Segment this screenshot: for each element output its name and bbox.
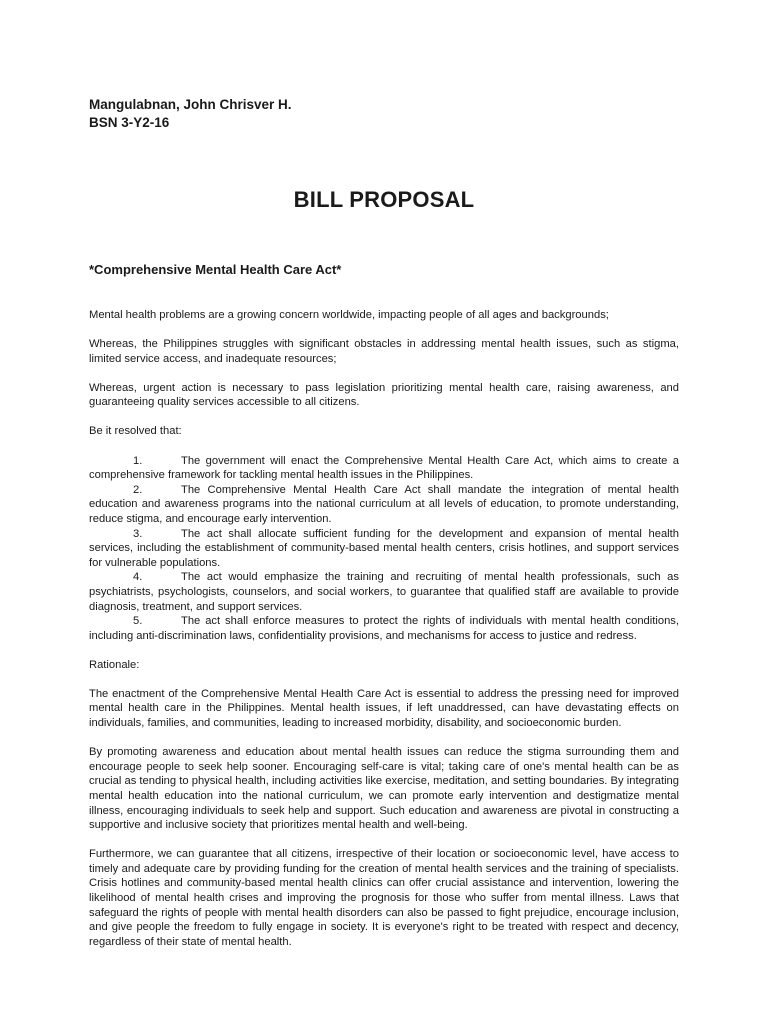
- provision-number: 2.: [133, 483, 143, 496]
- provision-item: [89, 483, 679, 527]
- rationale-heading: Rationale:: [89, 658, 140, 671]
- provision-number: 5.: [133, 615, 143, 628]
- rationale-paragraph: By promoting awareness and education about mental health issues can reduce the stigma surrounding them and encourage people to seek help sooner. Encouraging self-care is vital; taking care of one's mental health can be as crucial as tending to physical health, including activities like exercise, meditation, and setting boundaries. By integrating mental health education into the national curriculum, we can promote early intervention and destigmatize mental illness, encouraging individuals to seek help and support. Such education and awareness are pivotal in constructing a supportive and inclusive society that prioritizes mental health and well-being.: [89, 746, 679, 832]
- resolution-intro: Be it resolved that:: [89, 425, 182, 438]
- preamble-paragraph: Whereas, urgent action is necessary to pass legislation prioritizing mental health care, raising awareness, and guaranteeing quality services accessible to all citizens.: [89, 381, 679, 409]
- provision-item: [89, 527, 679, 571]
- author-name: Mangulabnan, John Chrisver H.: [89, 97, 292, 112]
- provision-text: The act shall allocate sufficient funding for the development and expansion of mental health services, including the establishment of community-based mental health centers, crisis hotlines, and support services for vulnerable populations.: [89, 527, 679, 569]
- provision-text: The act shall enforce measures to protect the rights of individuals with mental health conditions, including anti-discrimination laws, confidentiality provisions, and mechanisms for access to justice and redress.: [89, 615, 679, 642]
- provision-number: 1.: [133, 454, 143, 467]
- provision-text: The government will enact the Comprehensive Mental Health Care Act, which aims to create a comprehensive framework for tackling mental health issues in the Philippines.: [89, 454, 679, 482]
- author-section: BSN 3-Y2-16: [89, 115, 170, 130]
- provision-number: 3.: [133, 527, 143, 540]
- preamble-paragraph: Mental health problems are a growing concern worldwide, impacting people of all ages and backgrounds;: [89, 309, 609, 321]
- act-name: *Comprehensive Mental Health Care Act*: [89, 262, 342, 277]
- rationale-paragraph: The enactment of the Comprehensive Mental Health Care Act is essential to address the pressing need for improved mental health care in the Philippines. Mental health issues, if left unaddressed, can have devastating effects on individuals, families, and communities, leading to increased morbidity, disability, and socioeconomic burden.: [89, 687, 679, 730]
- provision-text: The Comprehensive Mental Health Care Act shall mandate the integration of mental health education and awareness programs into the national curriculum at all levels of education, to promote understanding, reduce stigma, and encourage early intervention.: [89, 483, 679, 525]
- provision-text: The act would emphasize the training and recruiting of mental health professionals, such as psychiatrists, psychologists, counselors, and social workers, to guarantee that qualified staff are available to provide diagnosis, treatment, and support services.: [89, 571, 679, 613]
- provision-item: [89, 454, 679, 483]
- provision-number: 4.: [133, 571, 143, 584]
- provision-item: [89, 614, 679, 643]
- page-title: BILL PROPOSAL: [293, 187, 475, 212]
- provisions-list: [89, 454, 679, 644]
- provision-item: [89, 570, 679, 614]
- rationale-paragraph: Furthermore, we can guarantee that all citizens, irrespective of their location or socioeconomic level, have access to timely and adequate care by providing funding for the creation of mental health services and the training of specialists. Crisis hotlines and community-based mental health clinics can offer crucial assistance and intervention, lowering the likelihood of mental health crises and improving the prognosis for those who suffer from mental illness. Laws that safeguard the rights of people with mental health disorders can also be passed to fight prejudice, encourage inclusion, and give people the freedom to fully engage in society. It is everyone's right to be treated with respect and decency, regardless of their state of mental health.: [89, 848, 679, 948]
- preamble-paragraph: Whereas, the Philippines struggles with significant obstacles in addressing mental health issues, such as stigma, limited service access, and inadequate resources;: [89, 338, 679, 365]
